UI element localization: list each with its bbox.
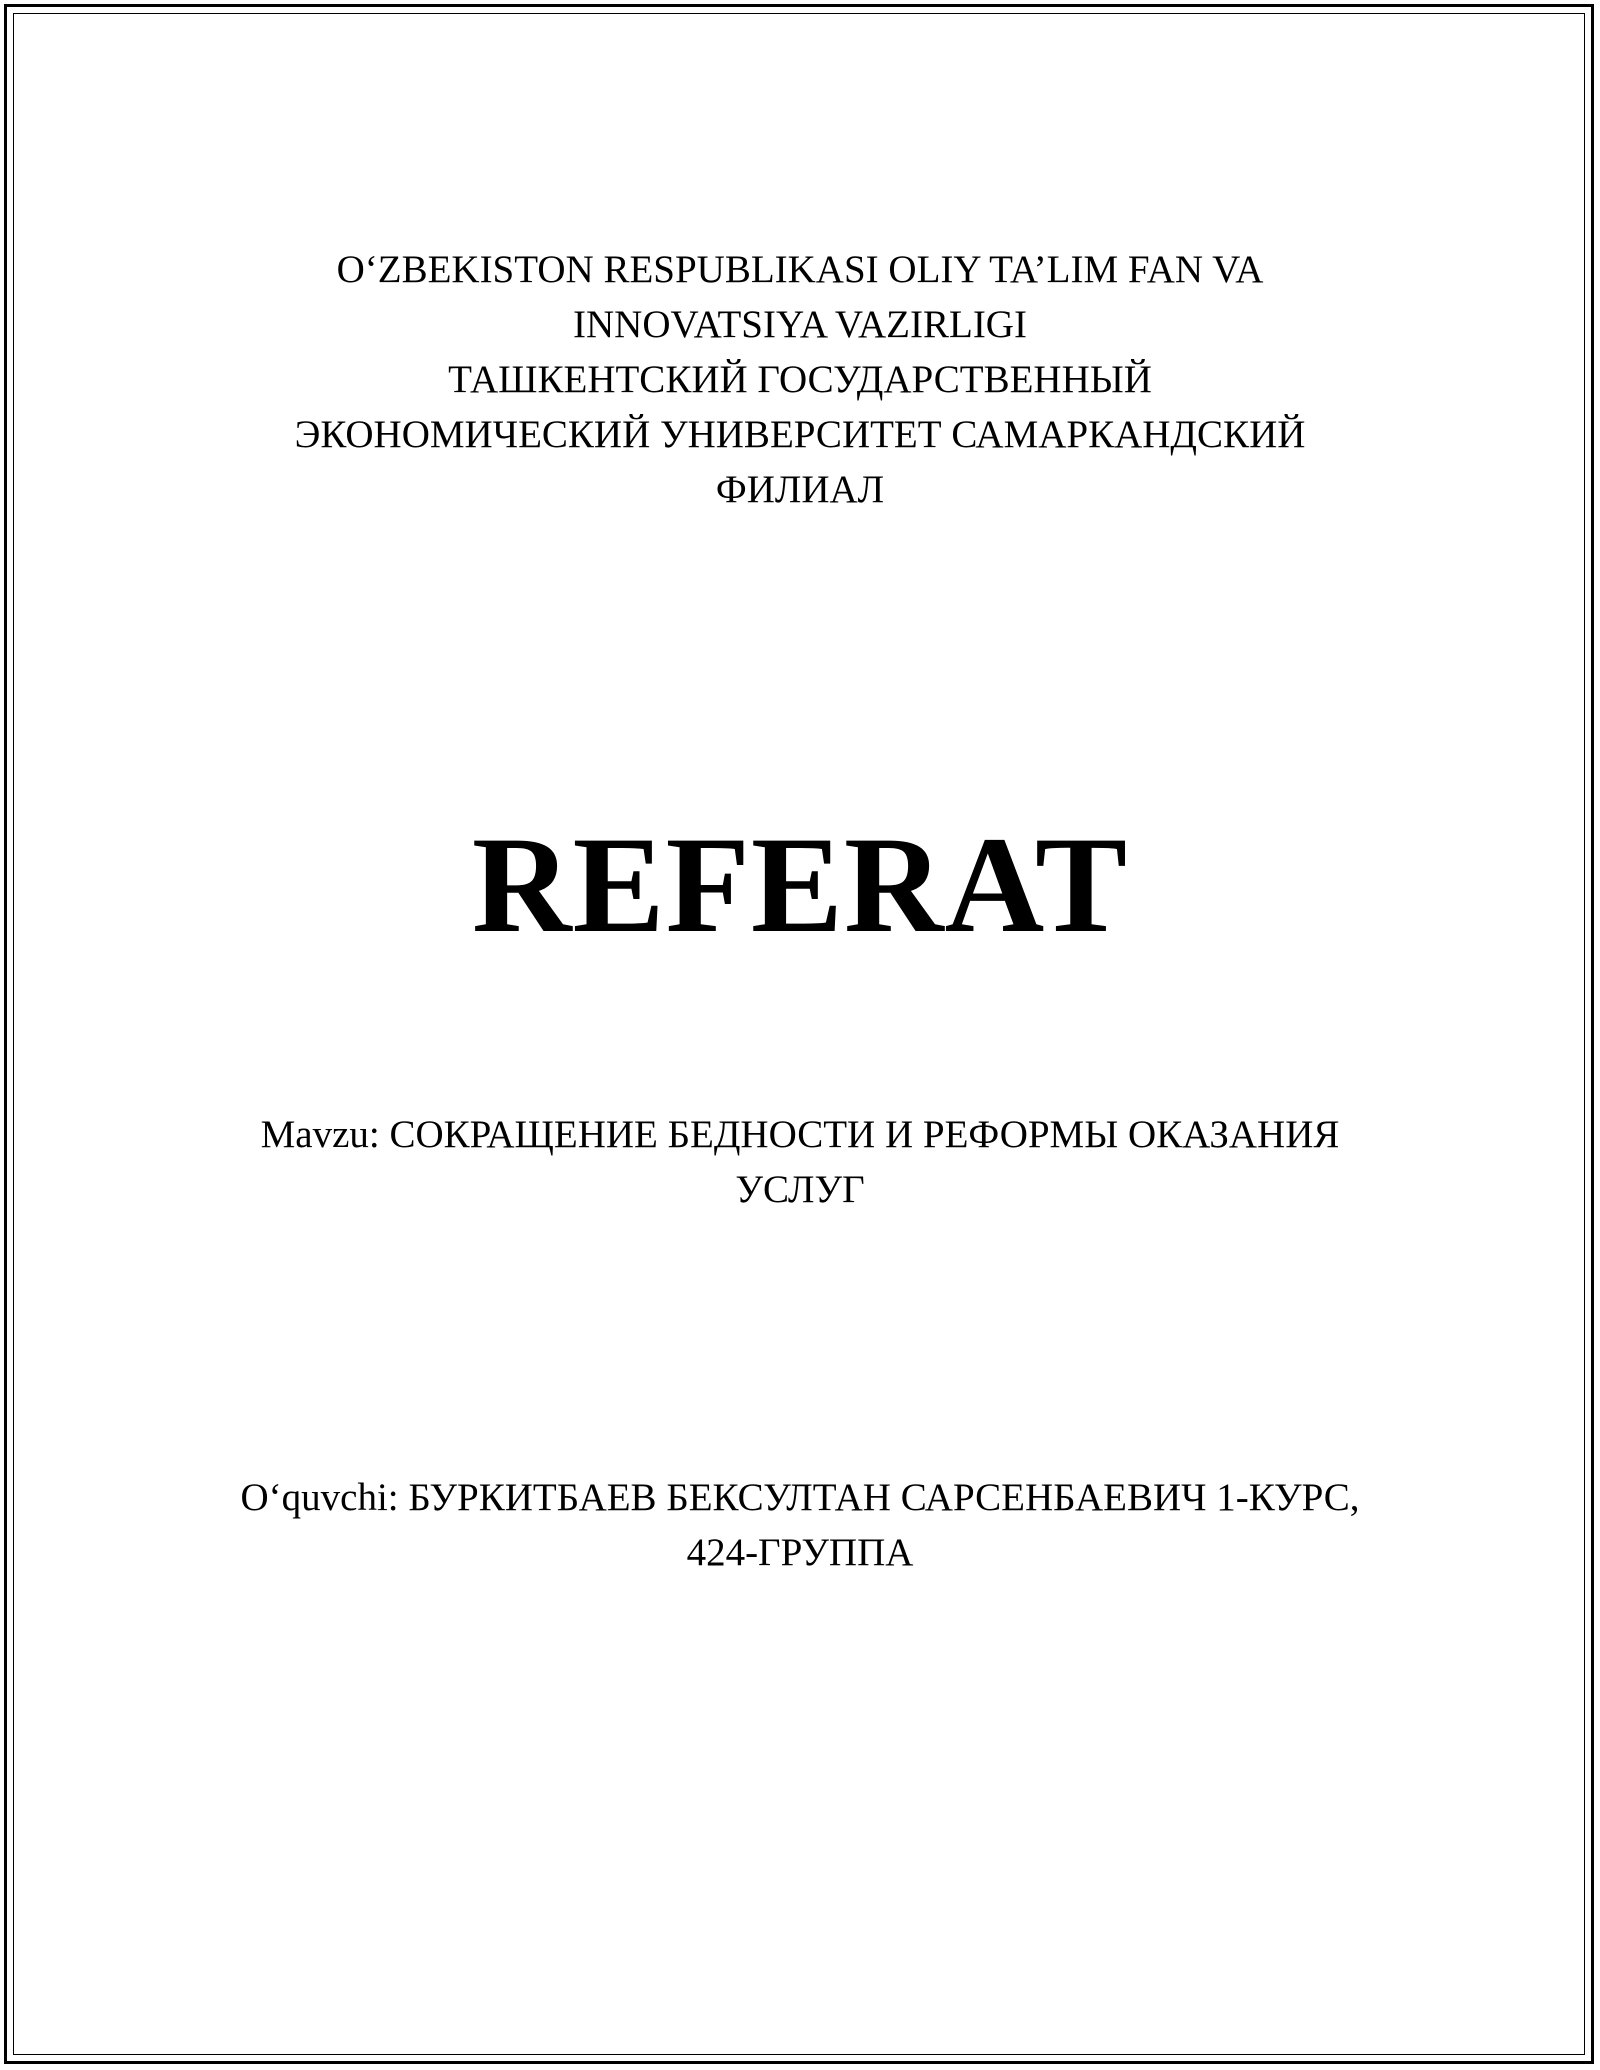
document-title xyxy=(0,805,1600,965)
institution-header xyxy=(0,242,1600,517)
header-line-5: ФИЛИАЛ xyxy=(715,468,885,511)
header-line-2: INNOVATSIYA VAZIRLIGI xyxy=(573,303,1027,346)
student-line-1: O‘quvchi: БУРКИТБАЕВ БЕКСУЛТАН САРСЕНБАЕВИЧ 1-КУРС, xyxy=(240,1476,1360,1519)
title-text: REFERAT xyxy=(471,808,1129,961)
student-line-2: 424-ГРУППА xyxy=(686,1531,914,1574)
student-info xyxy=(0,1470,1600,1580)
header-line-4: ЭКОНОМИЧЕСКИЙ УНИВЕРСИТЕТ САМАРКАНДСКИЙ xyxy=(294,413,1306,456)
topic-line-1: Mavzu: СОКРАЩЕНИЕ БЕДНОСТИ И РЕФОРМЫ ОКАЗАНИЯ xyxy=(260,1113,1340,1156)
header-line-3: ТАШКЕНТСКИЙ ГОСУДАРСТВЕННЫЙ xyxy=(448,358,1152,401)
header-line-1: O‘ZBEKISTON RESPUBLIKASI OLIY TA’LIM FAN VA xyxy=(336,248,1264,291)
topic xyxy=(0,1107,1600,1217)
topic-line-2: УСЛУГ xyxy=(735,1168,865,1211)
